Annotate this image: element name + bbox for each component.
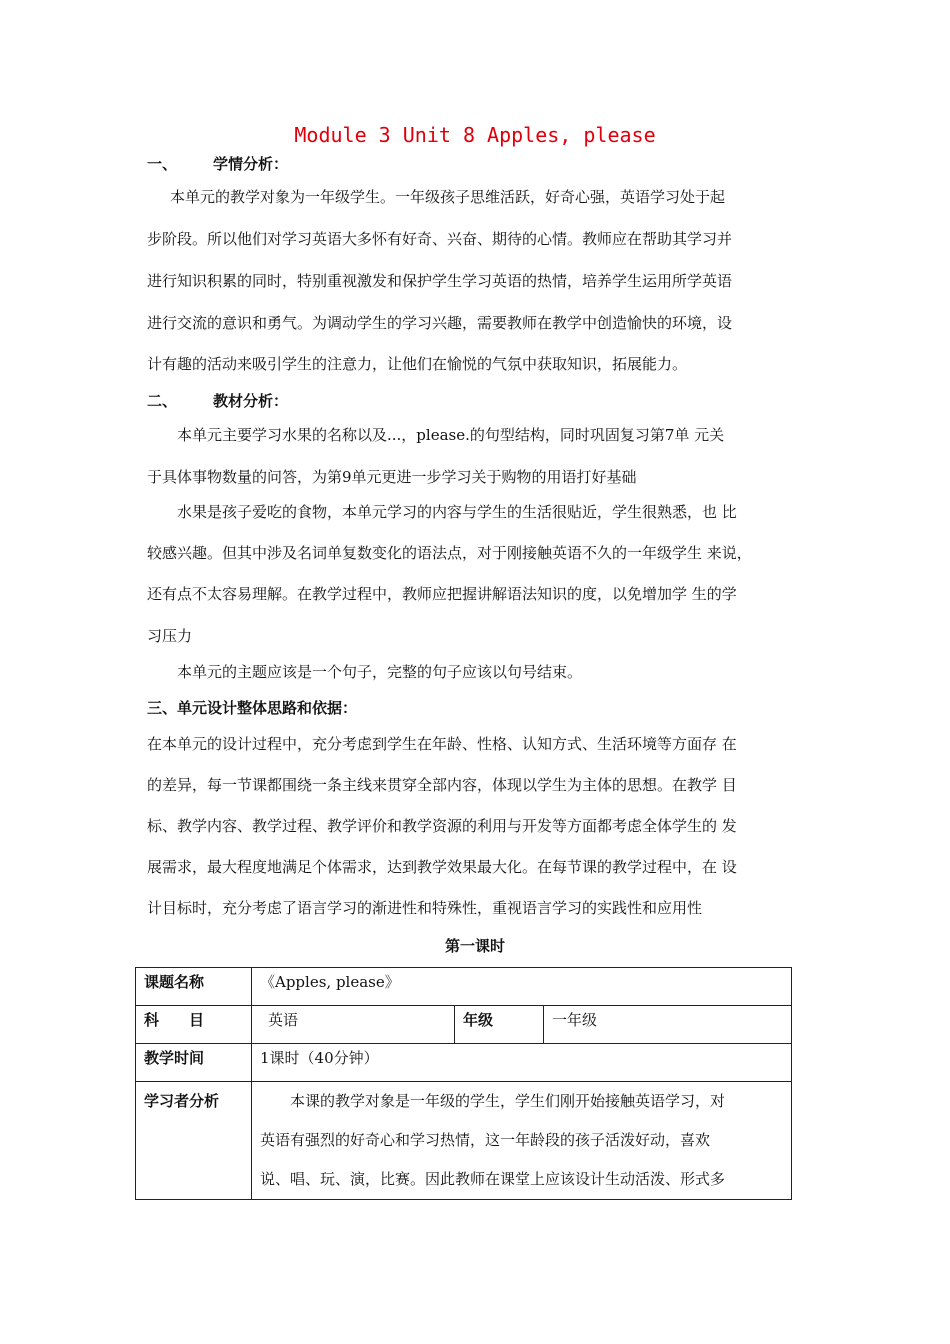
lesson-heading: 第一课时 xyxy=(444,937,505,955)
grade-value: 一年级 xyxy=(544,1006,792,1044)
topic-label: 课题名称 xyxy=(136,968,252,1006)
paragraph-line: 较感兴趣。但其中涉及名词单复数变化的语法点，对于刚接触英语不久的一年级学生 来说， xyxy=(147,544,752,562)
paragraph-line: 进行知识积累的同时，特别重视激发和保护学生学习英语的热情，培养学生运用所学英语 xyxy=(147,272,733,290)
time-label: 教学时间 xyxy=(136,1044,252,1082)
paragraph-line: 进行交流的意识和勇气。为调动学生的学习兴趣，需要教师在教学中创造愉快的环境，设 xyxy=(147,314,733,332)
table-row xyxy=(136,1082,792,1200)
section-heading-1 xyxy=(147,153,288,174)
table-row xyxy=(136,1006,792,1044)
paragraph-line: 的差异，每一节课都围绕一条主线来贯穿全部内容，体现以学生为主体的思想。在教学 目 xyxy=(147,776,737,794)
subject-label: 科 目 xyxy=(136,1006,252,1044)
paragraph-line: 本单元的主题应该是一个句子，完整的句子应该以句号结束。 xyxy=(177,663,583,681)
lesson-info-table xyxy=(135,967,792,1200)
topic-value: 《Apples, please》 xyxy=(252,968,792,1006)
time-value: 1课时（40分钟） xyxy=(252,1044,792,1082)
paragraph-line: 习压力 xyxy=(147,627,193,645)
section-title: 教材分析： xyxy=(213,392,289,410)
analysis-value xyxy=(252,1082,792,1200)
section-heading-2 xyxy=(147,390,288,411)
paragraph-line: 标、教学内容、教学过程、教学评价和教学资源的利用与开发等方面都考虑全体学生的 发 xyxy=(147,817,737,835)
analysis-line: 说、唱、玩、演，比赛。因此教师在课堂上应该设计生动活泼、形式多 xyxy=(260,1170,726,1188)
analysis-line: 英语有强烈的好奇心和学习热情，这一年龄段的孩子活泼好动，喜欢 xyxy=(260,1131,711,1149)
section-title: 三、单元设计整体思路和依据： xyxy=(147,699,358,717)
section-number: 二、 xyxy=(147,392,178,410)
paragraph-line: 在本单元的设计过程中，充分考虑到学生在年龄、性格、认知方式、生活环境等方面存 在 xyxy=(147,735,737,753)
table-row xyxy=(136,968,792,1006)
paragraph-line: 于具体事物数量的问答，为第9单元更进一步学习关于购物的用语打好基础 xyxy=(147,468,637,486)
paragraph-line: 本单元主要学习水果的名称以及...，please.的句型结构，同时巩固复习第7单 元关 xyxy=(177,426,725,444)
subject-value: 英语 xyxy=(252,1006,455,1044)
grade-label: 年级 xyxy=(455,1006,544,1044)
analysis-label: 学习者分析 xyxy=(136,1082,252,1200)
paragraph-line: 步阶段。所以他们对学习英语大多怀有好奇、兴奋、期待的心情。教师应在帮助其学习并 xyxy=(147,230,733,248)
section-number: 一、 xyxy=(147,155,178,173)
paragraph-line: 水果是孩子爱吃的食物，本单元学习的内容与学生的生活很贴近，学生很熟悉，也 比 xyxy=(177,503,737,521)
paragraph-line: 本单元的教学对象为一年级学生。一年级孩子思维活跃，好奇心强，英语学习处于起 xyxy=(170,188,726,206)
table-row xyxy=(136,1044,792,1082)
document-title: Module 3 Unit 8 Apples, please xyxy=(294,123,656,147)
paragraph-line: 计有趣的活动来吸引学生的注意力，让他们在愉悦的气氛中获取知识，拓展能力。 xyxy=(147,355,688,373)
paragraph-line: 展需求，最大程度地满足个体需求，达到教学效果最大化。在每节课的教学过程中，在 设 xyxy=(147,858,737,876)
paragraph-line: 计目标时，充分考虑了语言学习的渐进性和特殊性，重视语言学习的实践性和应用性 xyxy=(147,899,703,917)
section-title: 学情分析： xyxy=(213,155,289,173)
analysis-line: 本课的教学对象是一年级的学生，学生们刚开始接触英语学习，对 xyxy=(290,1092,726,1110)
section-heading-3 xyxy=(147,697,357,718)
paragraph-line: 还有点不太容易理解。在教学过程中，教师应把握讲解语法知识的度，以免增加学 生的学 xyxy=(147,585,737,603)
